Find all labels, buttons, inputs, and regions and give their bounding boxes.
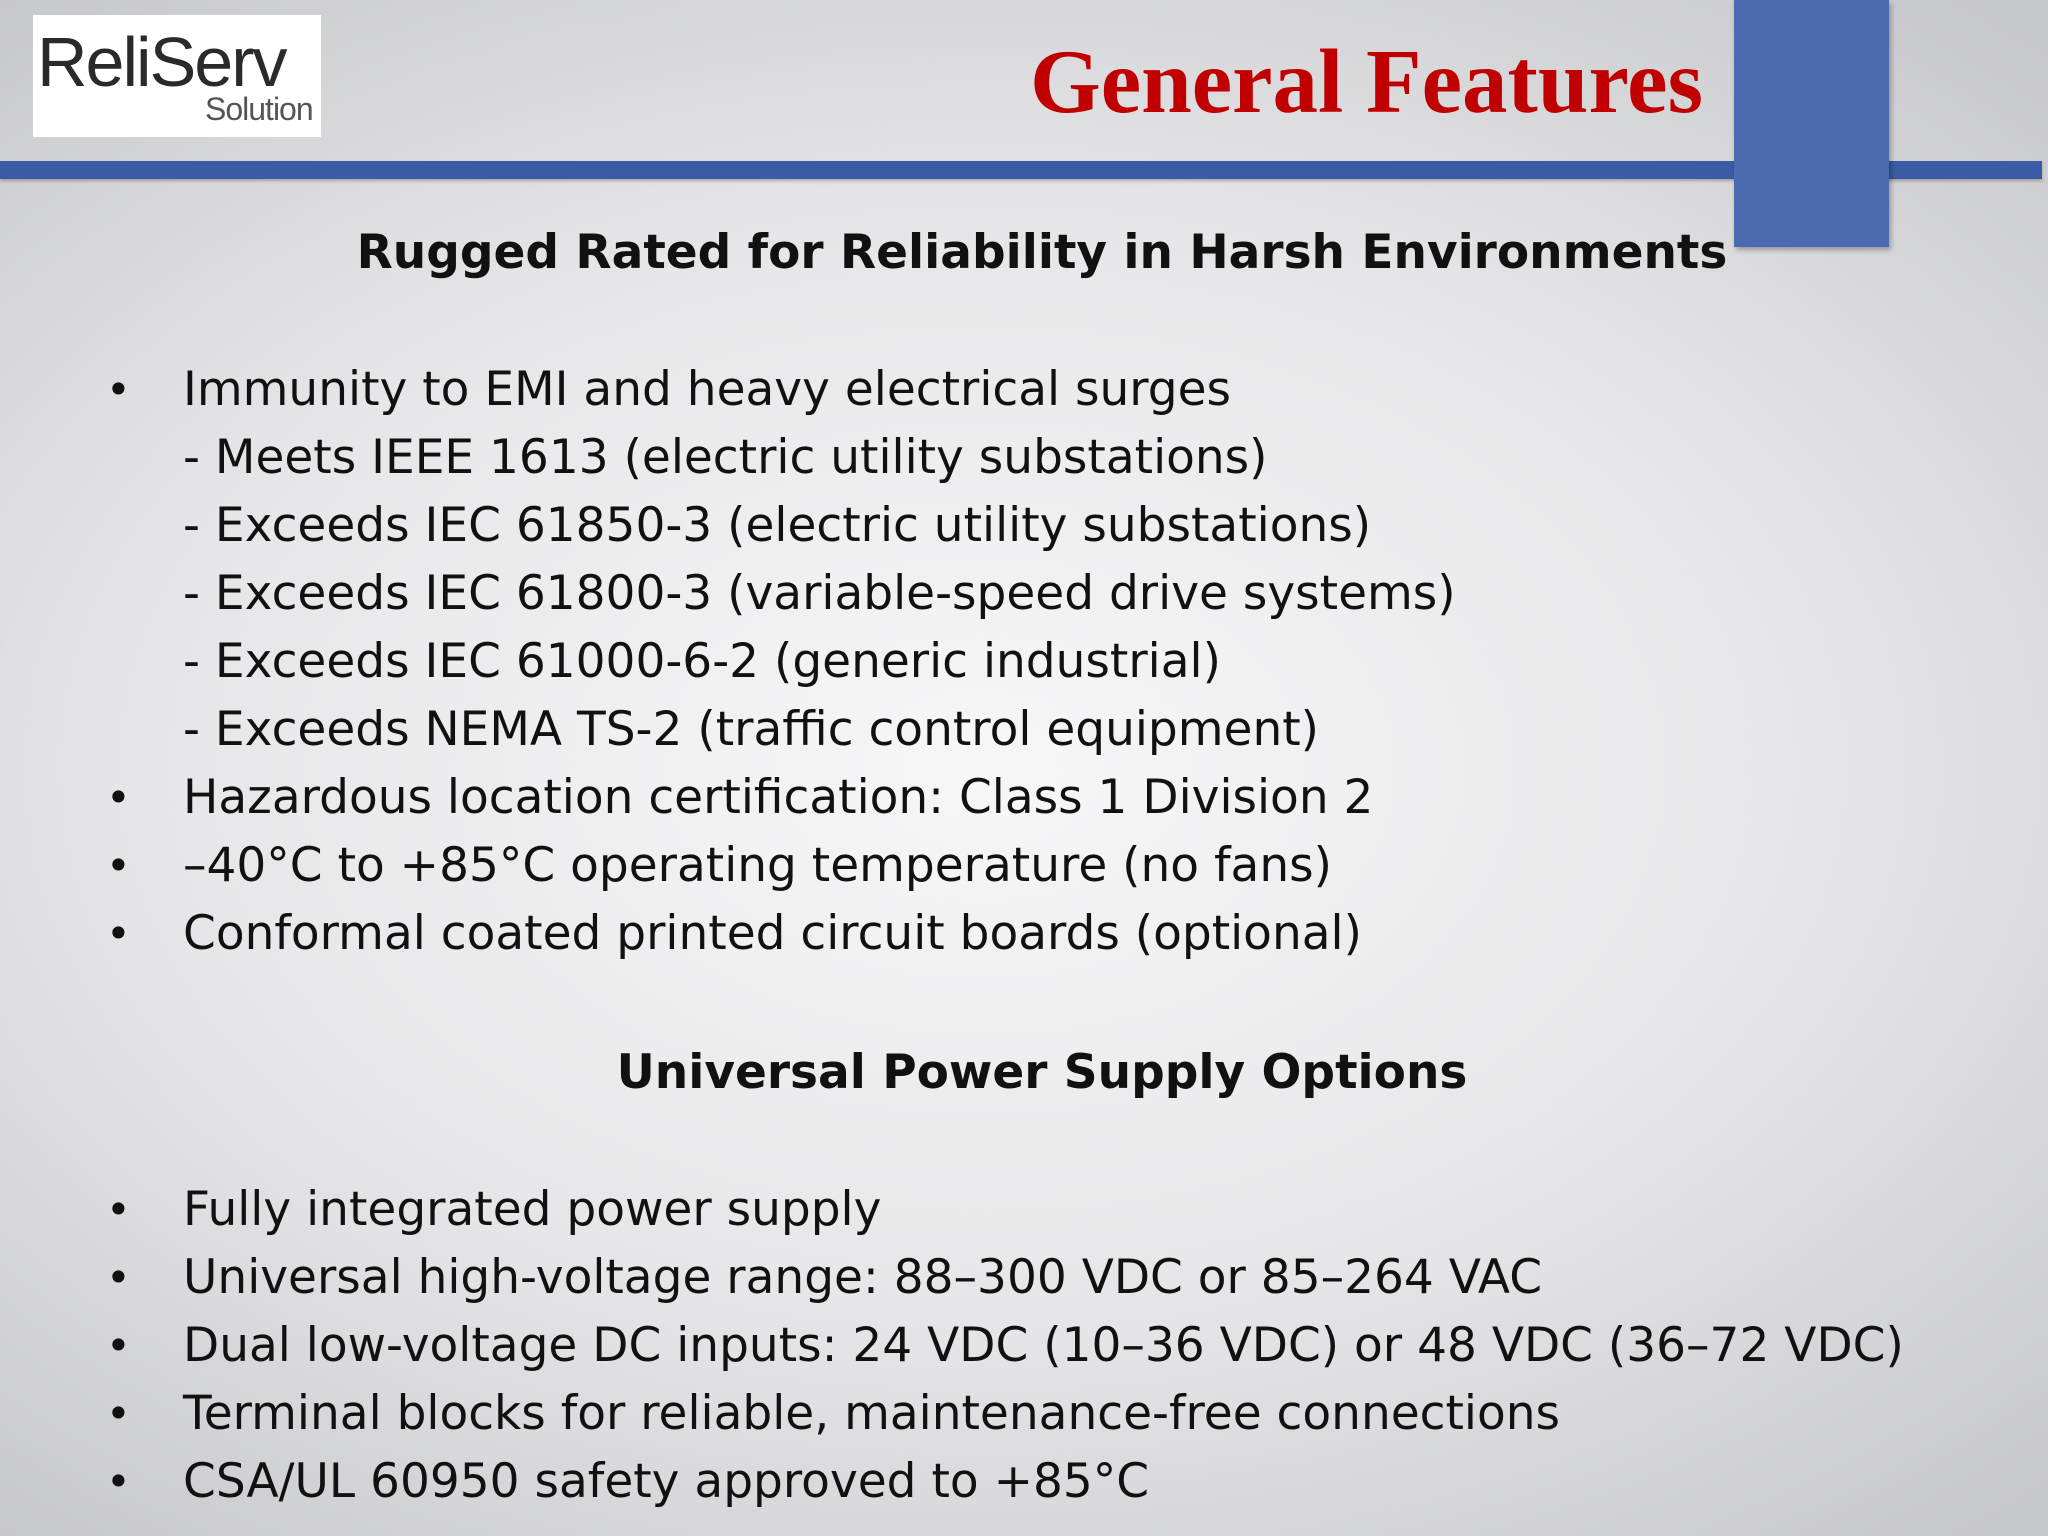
list-item-text: Dual low-voltage DC inputs: 24 VDC (10–36 VDC) or 48 VDC (36–72 VDC) bbox=[183, 1318, 1904, 1373]
list-item bbox=[106, 424, 1456, 492]
list-item-text: - Meets IEEE 1613 (electric utility substations) bbox=[183, 430, 1268, 485]
slide-title: General Features bbox=[1029, 31, 1703, 132]
list-item bbox=[106, 1380, 1904, 1448]
bullet-icon: • bbox=[106, 365, 131, 414]
list-item bbox=[106, 696, 1456, 764]
bullet-icon: • bbox=[106, 773, 131, 822]
list-item bbox=[106, 628, 1456, 696]
bullet-icon: • bbox=[106, 1457, 131, 1506]
list-item-text: –40°C to +85°C operating temperature (no fans) bbox=[183, 838, 1332, 893]
list-item bbox=[106, 764, 1456, 832]
list-item bbox=[106, 1244, 1904, 1312]
list-item-text: Conformal coated printed circuit boards (optional) bbox=[183, 906, 1362, 961]
bullet-icon: • bbox=[106, 1185, 131, 1234]
list-item bbox=[106, 1448, 1904, 1516]
bullet-icon: • bbox=[106, 841, 131, 890]
list-item bbox=[106, 560, 1456, 628]
bullet-icon: • bbox=[106, 1389, 131, 1438]
list-item-text: CSA/UL 60950 safety approved to +85°C bbox=[183, 1454, 1150, 1509]
list-item bbox=[106, 356, 1456, 424]
power-features-list bbox=[106, 1176, 1904, 1516]
list-item bbox=[106, 900, 1456, 968]
logo-wordmark: ReliServ bbox=[37, 23, 286, 101]
list-item-text: Fully integrated power supply bbox=[183, 1182, 882, 1237]
list-item bbox=[106, 832, 1456, 900]
list-item-text: Universal high-voltage range: 88–300 VDC or 85–264 VAC bbox=[183, 1250, 1543, 1305]
list-item-text: - Exceeds IEC 61800-3 (variable-speed drive systems) bbox=[183, 566, 1456, 621]
company-logo bbox=[33, 15, 321, 137]
list-item bbox=[106, 1312, 1904, 1380]
list-item-text: - Exceeds NEMA TS-2 (traffic control equipment) bbox=[183, 702, 1320, 757]
list-item bbox=[106, 1176, 1904, 1244]
list-item-text: Hazardous location certification: Class 1 Division 2 bbox=[183, 770, 1374, 825]
rugged-features-list bbox=[106, 356, 1456, 968]
section-heading-rugged: Rugged Rated for Reliability in Harsh Environments bbox=[356, 225, 1728, 280]
list-item-text: - Exceeds IEC 61000-6-2 (generic industrial) bbox=[183, 634, 1221, 689]
accent-tab bbox=[1734, 0, 1889, 247]
bullet-icon: • bbox=[106, 1253, 131, 1302]
list-item-text: Immunity to EMI and heavy electrical surges bbox=[183, 362, 1232, 417]
bullet-icon: • bbox=[106, 909, 131, 958]
bullet-icon: • bbox=[106, 1321, 131, 1370]
list-item-text: Terminal blocks for reliable, maintenance-free connections bbox=[183, 1386, 1560, 1441]
section-heading-power: Universal Power Supply Options bbox=[616, 1045, 1468, 1100]
logo-tagline: Solution bbox=[205, 91, 313, 127]
list-item-text: - Exceeds IEC 61850-3 (electric utility substations) bbox=[183, 498, 1372, 553]
list-item bbox=[106, 492, 1456, 560]
